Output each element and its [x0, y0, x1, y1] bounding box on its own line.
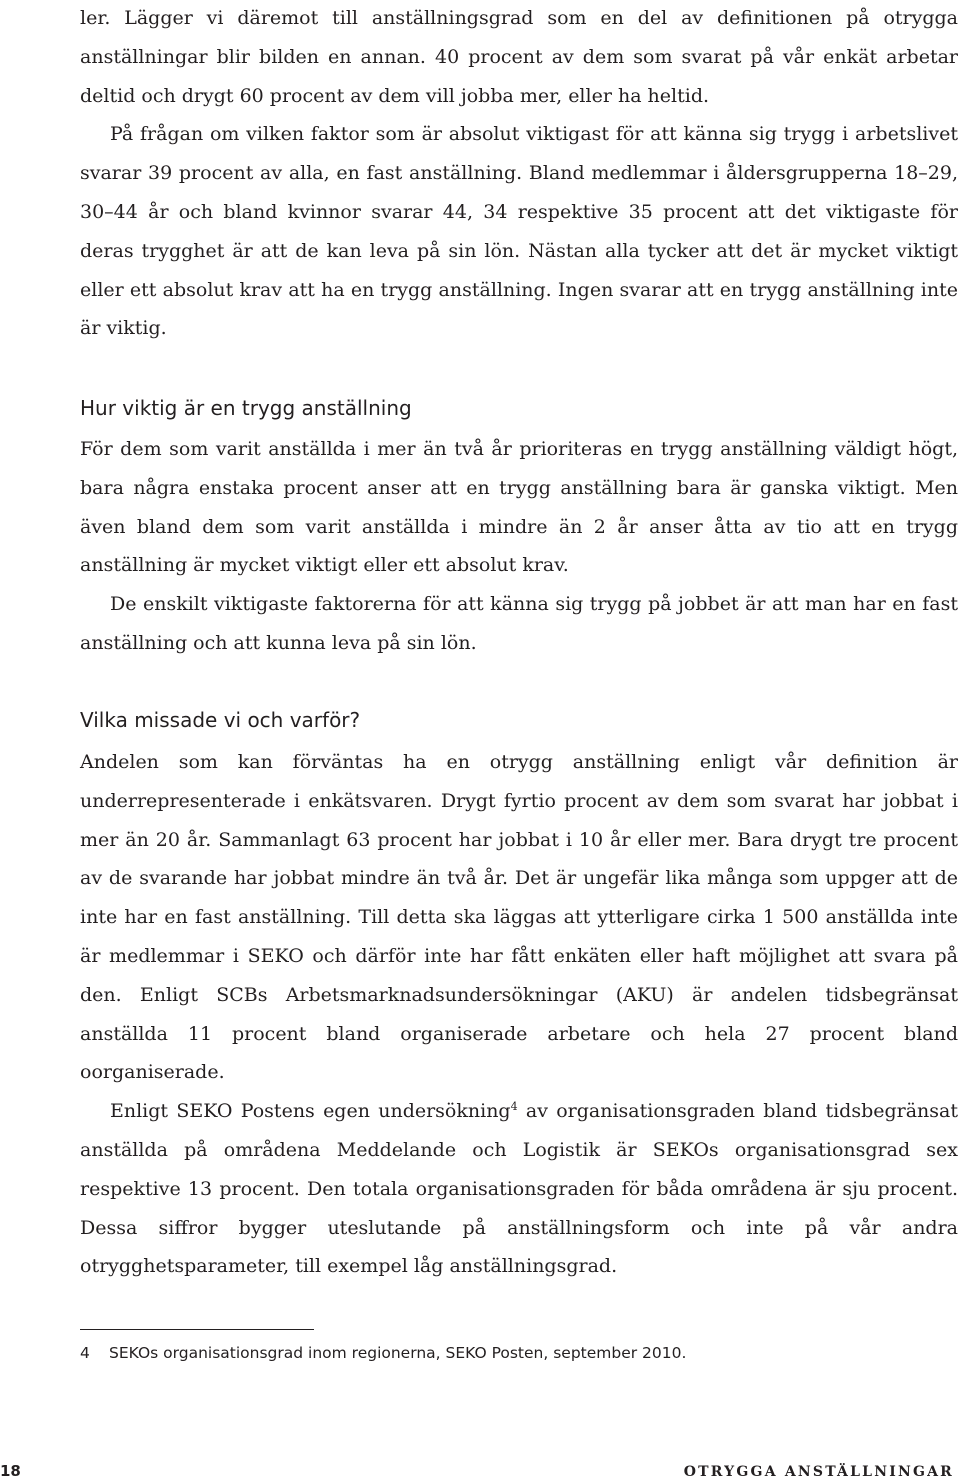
- page-number: 18: [0, 1462, 21, 1480]
- footnote-reference[interactable]: 4: [510, 1100, 518, 1114]
- text-block-missing: [80, 743, 958, 1286]
- body-paragraph: På frågan om vilken faktor som är absolut viktigast för att känna sig trygg i arbetslivet svarar 39 procent av alla, en fast anställning. Bland medlemmar i åldersgrupperna 18–29, 30–44 år och bland kvinnor svarar 44, 34 respektive 35 procent att det viktigaste för deras trygghet är att de kan leva på sin lön. Nästan alla tycker att det är mycket viktigt eller ett absolut krav att ha en trygg anställning. Ingen svarar att en trygg anställning inte är viktig.: [80, 123, 958, 340]
- body-paragraph: ler. Lägger vi däremot till anställningsgrad som en del av definitionen på otrygga anställningar blir bilden en annan. 40 procent av dem som svarat på vår enkät arbetar deltid och drygt 60 procent av dem vill jobba mer, eller ha heltid.: [80, 7, 958, 107]
- text-block-intro: [80, 0, 958, 348]
- footnote-text: SEKOs organisationsgrad inom regionerna, SEKO Posten, september 2010.: [109, 1344, 687, 1362]
- running-title: OTRYGGA ANSTÄLLNINGAR: [683, 1464, 954, 1480]
- footnote: [80, 1342, 686, 1364]
- section-heading: Vilka missade vi och varför?: [80, 708, 361, 732]
- paragraph-text: Enligt SEKO Postens egen undersökning: [110, 1100, 511, 1123]
- section-heading: Hur viktig är en trygg anställning: [80, 396, 412, 420]
- text-block-importance: [80, 430, 958, 663]
- footnote-number: 4: [80, 1344, 90, 1362]
- body-paragraph: Andelen som kan förväntas ha en otrygg anställning enligt vår definition är underrepresenterade i enkätsvaren. Drygt fyrtio procent av dem som svarat har jobbat i mer än 20 år. Sammanlagt 63 procent har jobbat i 10 år eller mer. Bara drygt tre procent av de svarande har jobbat mindre än två år. Det är ungefär lika många som uppger att de inte har en fast anställning. Till detta ska läggas att ytterligare cirka 1 500 anställda inte är medlemmar i SEKO och därför inte har fått enkäten eller haft möjlighet att svara på den. Enligt SCBs Arbetsmarknadsundersökningar (AKU) är andelen tidsbegränsat anställda 11 procent bland organiserade arbetare och hela 27 procent bland oorganiserade.: [80, 751, 958, 1084]
- body-paragraph: För dem som varit anställda i mer än två år prioriteras en trygg anställning väldigt högt, bara några enstaka procent anser att en trygg anställning bara är ganska viktigt. Men även bland dem som varit anställda i mindre än 2 år anser åtta av tio att en trygg anställning är mycket viktigt eller ett absolut krav.: [80, 438, 958, 577]
- paragraph-text: av organisationsgraden bland tidsbegränsat anställda på områdena Meddelande och Logistik är SEKOs organisationsgrad sex respektive 13 procent. Den totala organisationsgraden för båda områdena är sju procent. Dessa siffror bygger uteslutande på anställningsform och inte på vår andra otrygghetsparameter, till exempel låg anställningsgrad.: [80, 1100, 959, 1278]
- footnote-divider: [80, 1329, 314, 1330]
- body-paragraph: [80, 1092, 958, 1286]
- body-paragraph: De enskilt viktigaste faktorerna för att känna sig trygg på jobbet är att man har en fast anställning och att kunna leva på sin lön.: [80, 593, 958, 654]
